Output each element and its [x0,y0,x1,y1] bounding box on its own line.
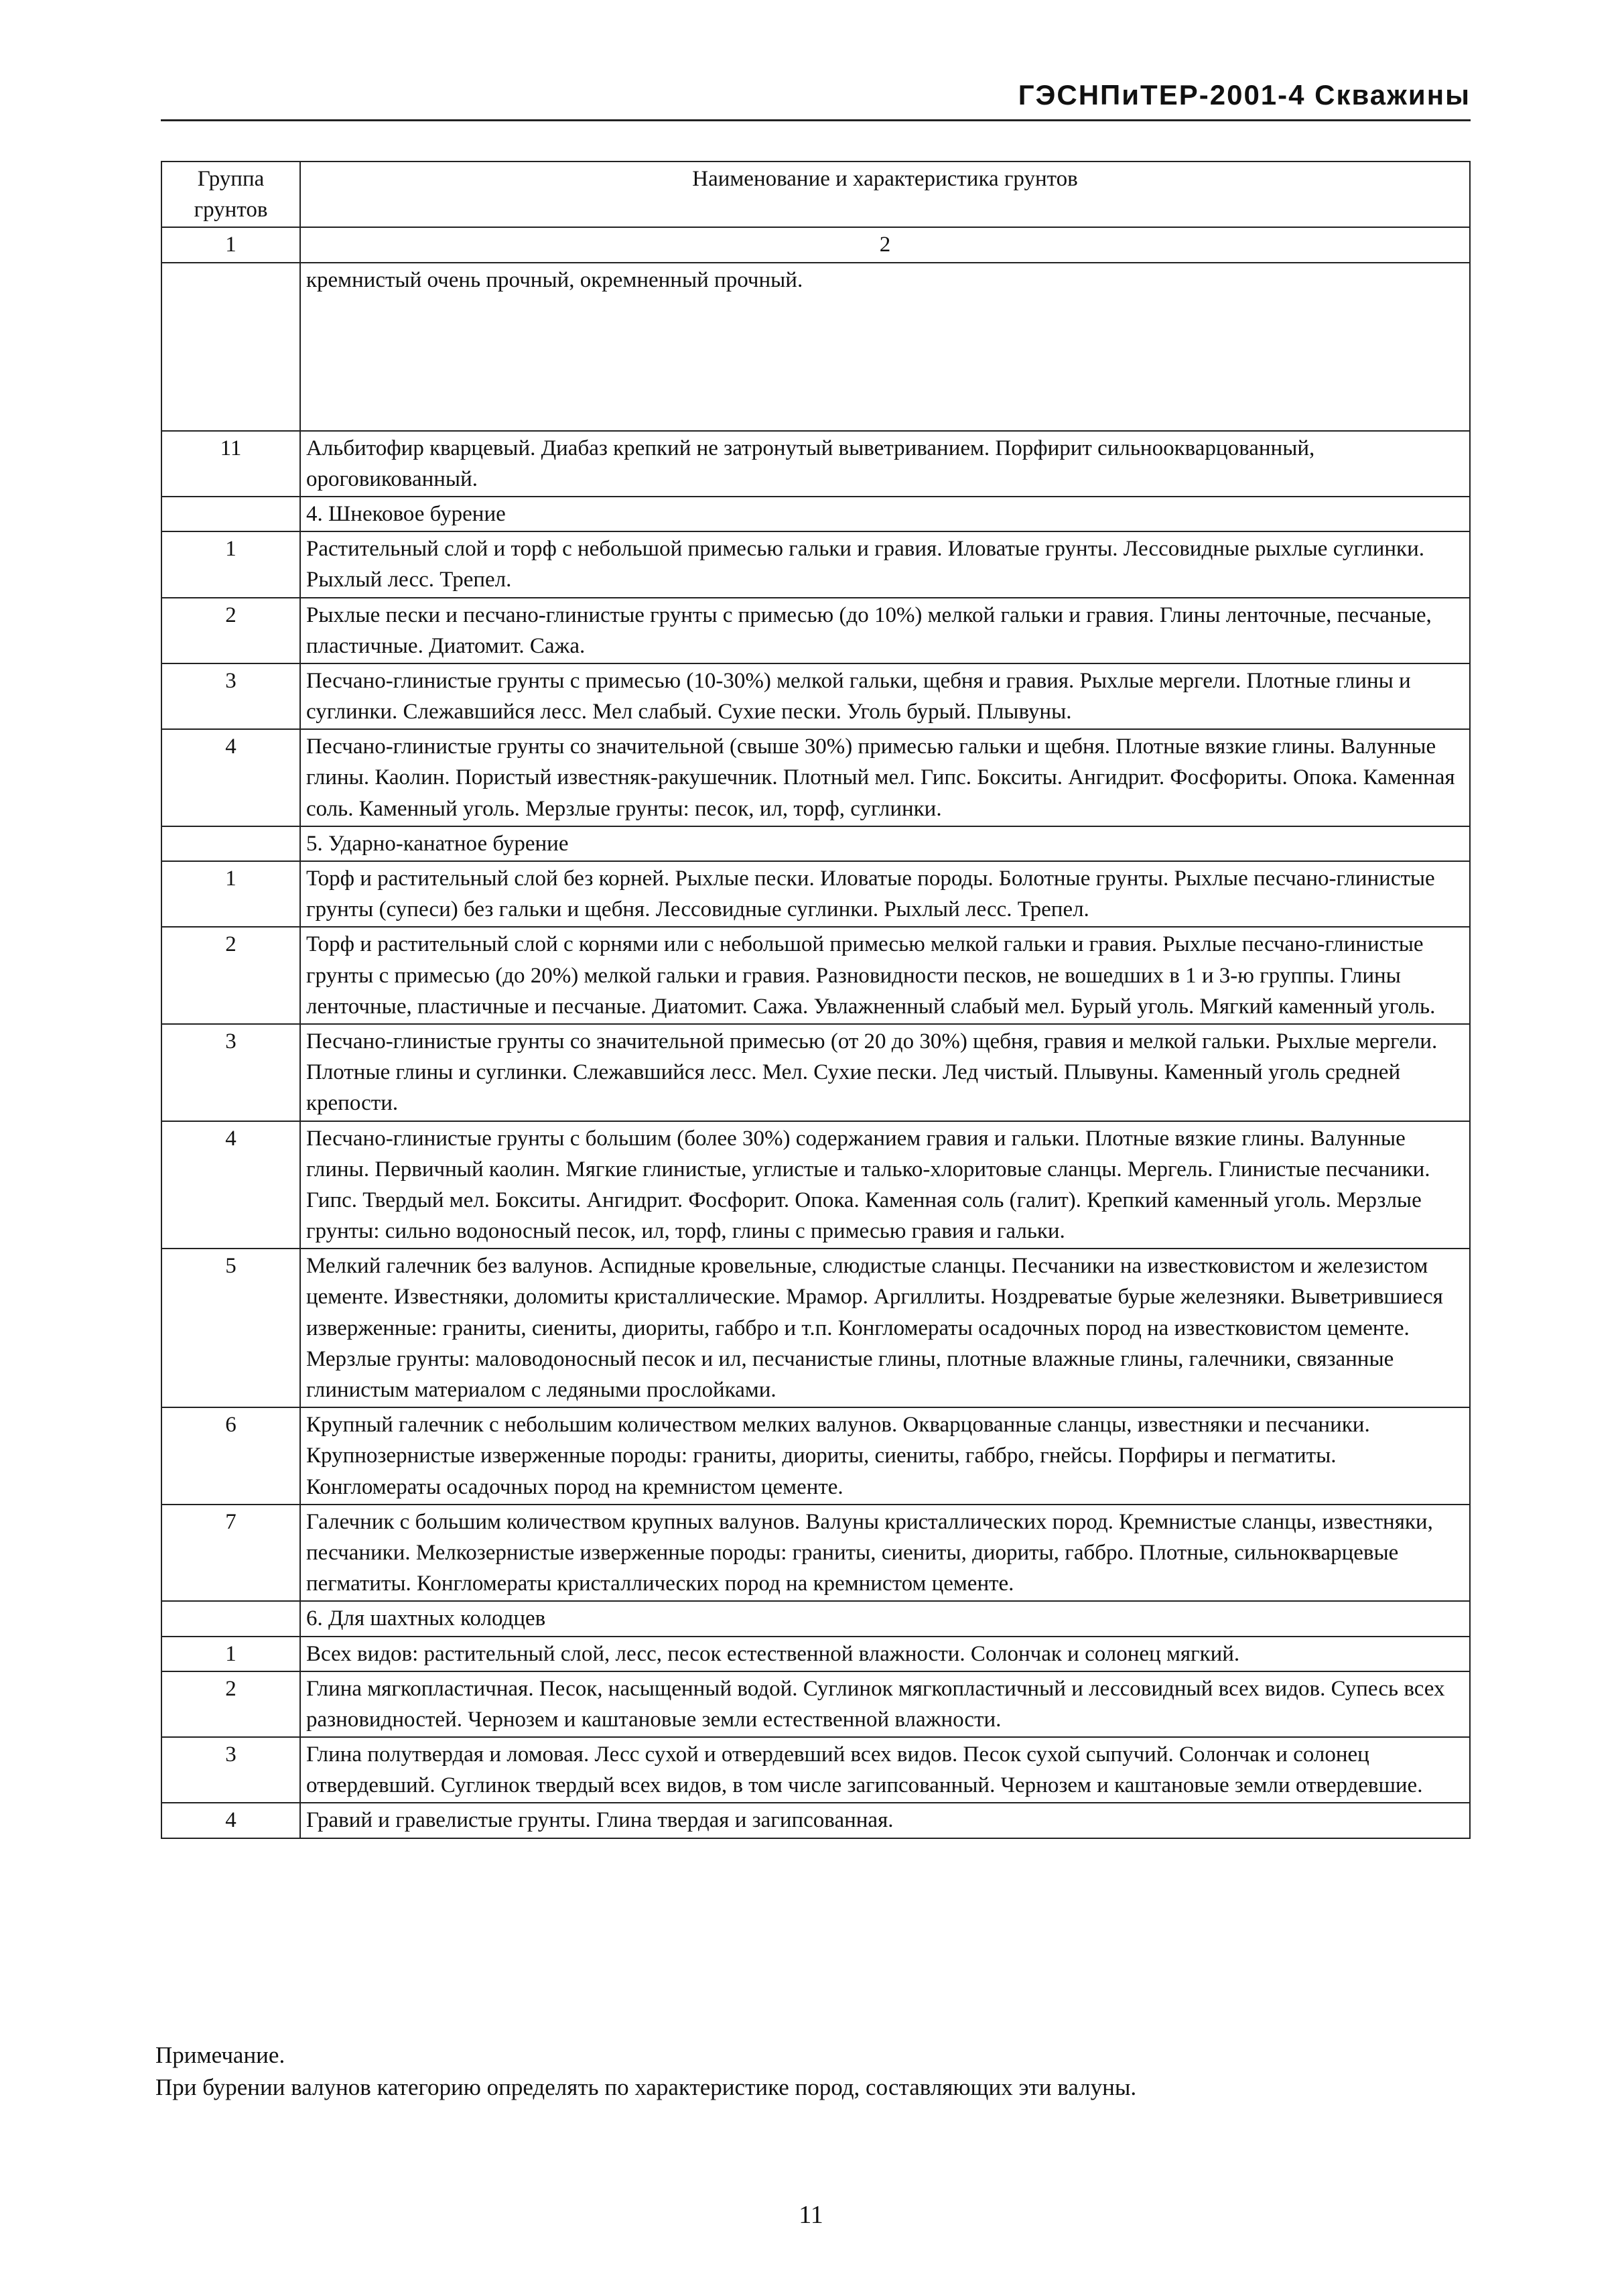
group-cell: 11 [161,431,300,497]
group-cell [161,263,300,431]
group-cell: 5 [161,1249,300,1407]
col-number-2: 2 [300,227,1470,262]
table-row [161,1249,1470,1407]
table-row [161,1803,1470,1838]
table-row [161,1121,1470,1249]
table-row [161,263,1470,431]
table-row [161,1024,1470,1121]
group-cell: 4 [161,1121,300,1249]
table-row [161,729,1470,826]
group-cell: 3 [161,1737,300,1803]
section-row [161,497,1470,531]
group-cell: 7 [161,1505,300,1602]
group-cell: 2 [161,927,300,1024]
note-title: Примечание. [155,2042,285,2068]
description-cell: Глина полутвердая и ломовая. Лесс сухой и отвердевший всех видов. Песок сухой сыпучий. Солончак и солонец отвердевший. Суглинок твердый всех видов, в том числе загипсованный. Чернозем и каштановые земли отвердевшие. [300,1737,1470,1803]
column-number-row [161,227,1470,262]
group-cell: 4 [161,1803,300,1838]
col-header-group: Группа грунтов [161,162,300,227]
page-number: 11 [799,2201,823,2229]
group-cell: 2 [161,598,300,663]
group-cell: 4 [161,729,300,826]
table-header-row [161,162,1470,227]
table-row [161,1407,1470,1505]
table-row [161,1505,1470,1602]
note-text: При бурении валунов категорию определять по характеристике пород, составляющих эти валуны. [155,2074,1137,2100]
col-number-1: 1 [161,227,300,262]
group-cell: 2 [161,1671,300,1737]
table-row [161,598,1470,663]
description-cell: Галечник с большим количеством крупных валунов. Валуны кристаллических пород. Кремнистые сланцы, известняки, песчаники. Мелкозернистые изверженные породы: граниты, сиениты, диориты, габбро. Плотные, сильнокварцевые пегматиты. Конгломераты кристаллических пород на кремнистом цементе. [300,1505,1470,1602]
section-title: 6. Для шахтных колодцев [300,1601,1470,1636]
section-row [161,826,1470,861]
section-title: 5. Ударно-канатное бурение [300,826,1470,861]
col-header-description: Наименование и характеристика грунтов [300,162,1470,227]
group-cell: 6 [161,1407,300,1505]
description-cell: Альбитофир кварцевый. Диабаз крепкий не затронутый выветриванием. Порфирит сильноокварцованный, ороговикованный. [300,431,1470,497]
description-cell: Всех видов: растительный слой, лесс, песок естественной влажности. Солончак и солонец мягкий. [300,1637,1470,1671]
header-divider [161,119,1471,121]
table-row [161,1671,1470,1737]
description-cell: Мелкий галечник без валунов. Аспидные кровельные, слюдистые сланцы. Песчаники на известковистом и железистом цементе. Известняки, доломиты кристаллические. Мрамор. Аргиллиты. Ноздреватые бурые железняки. Выветрившиеся изверженные: граниты, сиениты, диориты, габбро и т.п. Конгломераты осадочных пород на известковистом цементе. Мерзлые грунты: маловодоносный песок и ил, песчанистые глины, плотные влажные глины, галечники, связанные глинистым материалом с ледяными прослойками. [300,1249,1470,1407]
table-row [161,861,1470,927]
description-cell: Песчано-глинистые грунты со значительной примесью (от 20 до 30%) щебня, гравия и мелкой гальки. Рыхлые мергели. Плотные глины и суглинки. Слежавшийся лесс. Мел. Сухие пески. Лед чистый. Плывуны. Каменный уголь средней крепости. [300,1024,1470,1121]
description-cell: Рыхлые пески и песчано-глинистые грунты с примесью (до 10%) мелкой гальки и гравия. Глины ленточные, песчаные, пластичные. Диатомит. Сажа. [300,598,1470,663]
description-cell: Песчано-глинистые грунты со значительной (свыше 30%) примесью гальки и щебня. Плотные вязкие глины. Валунные глины. Каолин. Пористый известняк-ракушечник. Плотный мел. Гипс. Бокситы. Ангидрит. Фосфориты. Опока. Каменная соль. Каменный уголь. Мерзлые грунты: песок, ил, торф, суглинки. [300,729,1470,826]
table-row [161,663,1470,729]
description-cell: Песчано-глинистые грунты с примесью (10-30%) мелкой гальки, щебня и гравия. Рыхлые мергели. Плотные глины и суглинки. Слежавшийся лесс. Мел слабый. Сухие пески. Уголь бурый. Плывуны. [300,663,1470,729]
table-row [161,1737,1470,1803]
group-cell: 1 [161,861,300,927]
description-cell: Гравий и гравелистые грунты. Глина твердая и загипсованная. [300,1803,1470,1838]
group-cell: 1 [161,1637,300,1671]
description-cell: Глина мягкопластичная. Песок, насыщенный водой. Суглинок мягкопластичный и лессовидный всех видов. Супесь всех разновидностей. Чернозем и каштановые земли естественной влажности. [300,1671,1470,1737]
group-cell: 3 [161,1024,300,1121]
table-row [161,431,1470,497]
description-cell: Крупный галечник с небольшим количеством мелких валунов. Окварцованные сланцы, известняки и песчаники. Крупнозернистые изверженные породы: граниты, диориты, сиениты, габбро, гнейсы. Порфиры и пегматиты. Конгломераты осадочных пород на кремнистом цементе. [300,1407,1470,1505]
group-cell: 1 [161,531,300,597]
group-cell: 3 [161,663,300,729]
section-row [161,1601,1470,1636]
table-row [161,1637,1470,1671]
section-title: 4. Шнековое бурение [300,497,1470,531]
description-cell: Торф и растительный слой с корнями или с небольшой примесью мелкой гальки и гравия. Рыхлые песчано-глинистые грунты с примесью (до 20%) мелкой гальки и гравия. Разновидности песков, не вошедших в 1 и 3-ю группы. Глины ленточные, пластичные и песчаные. Диатомит. Сажа. Увлажненный слабый мел. Бурый уголь. Мягкий каменный уголь. [300,927,1470,1024]
soil-groups-table [161,161,1471,1839]
table-row [161,531,1470,597]
description-cell: Песчано-глинистые грунты с большим (более 30%) содержанием гравия и гальки. Плотные вязкие глины. Валунные глины. Первичный каолин. Мягкие глинистые, углистые и талько-хлоритовые сланцы. Мергель. Глинистые песчаники. Гипс. Твердый мел. Бокситы. Ангидрит. Фосфорит. Опока. Каменная соль (галит). Крепкий каменный уголь. Мерзлые грунты: сильно водоносный песок, ил, торф, глины с примесью гравия и гальки. [300,1121,1470,1249]
description-cell: Растительный слой и торф с небольшой примесью гальки и гравия. Иловатые грунты. Лессовидные рыхлые суглинки. Рыхлый лесс. Трепел. [300,531,1470,597]
description-cell: Торф и растительный слой без корней. Рыхлые пески. Иловатые породы. Болотные грунты. Рыхлые песчано-глинистые грунты (супеси) без гальки и щебня. Лессовидные суглинки. Рыхлый лесс. Трепел. [300,861,1470,927]
document-header: ГЭСНПиТЕР-2001-4 Скважины [1018,79,1471,111]
description-cell: кремнистый очень прочный, окремненный прочный. [300,263,1470,431]
table-row [161,927,1470,1024]
